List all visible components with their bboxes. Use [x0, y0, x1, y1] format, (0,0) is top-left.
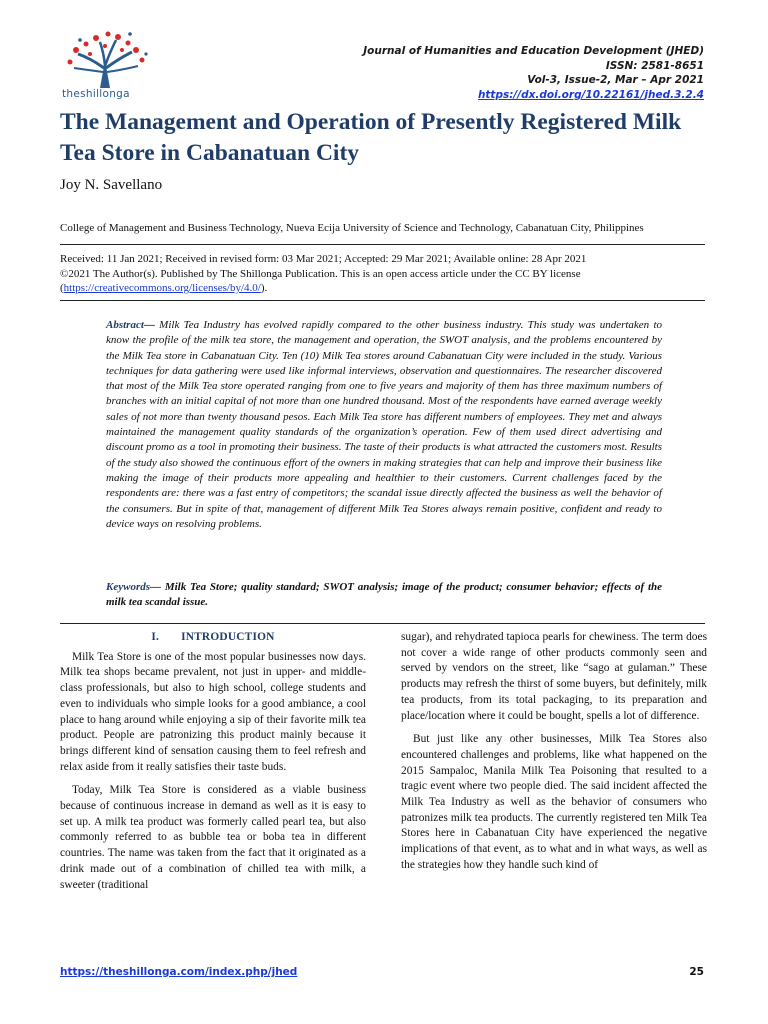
tree-logo-icon	[60, 28, 152, 90]
license-link[interactable]: https://creativecommons.org/licenses/by/4.0/	[63, 282, 261, 294]
section-title: INTRODUCTION	[181, 631, 275, 643]
divider-body	[60, 623, 705, 624]
footer-journal-link[interactable]: https://theshillonga.com/index.php/jhed	[60, 966, 298, 978]
section-heading	[60, 630, 366, 646]
body-column-right	[401, 630, 707, 882]
license-paren-close: ).	[260, 282, 268, 294]
journal-header	[363, 44, 704, 102]
license-line	[60, 281, 705, 296]
paragraph: sugar), and rehydrated tapioca pearls for chewiness. The term does not cover a wide range of other products commonly seen and served by vendors on the street, like “sago at gulaman.” These products may refresh the thirst of some buyers, but definitely, milk tea products, from its total packaging, to its preparation and place/location where it could be bought, spells a lot of difference.	[401, 631, 707, 722]
divider-middle	[60, 300, 705, 301]
author-affiliation: College of Management and Business Technology, Nueva Ecija University of Science and Technology, Cabanatuan City, Philippines	[60, 222, 644, 234]
abstract-label: Abstract	[106, 319, 144, 331]
keywords-label: Keywords	[106, 581, 150, 593]
keywords-dash: —	[150, 581, 161, 593]
doi-link[interactable]: https://dx.doi.org/10.22161/jhed.3.2.4	[477, 88, 704, 101]
divider-top	[60, 244, 705, 245]
paper-author: Joy N. Savellano	[60, 177, 163, 193]
paragraph: Milk Tea Store is one of the most popular businesses now days. Milk tea shops became prevalent, not just in upper- and middle-class professionals, but also to high school, college students and even to individuals who simple looks for a good ambiance, a cool place to hang around while enjoying a sip of their favorite milk tea product. People are patronizing this product mainly because it brings different kind of sensation causing them to feel refresh and relax aside from it really satisfies their taste buds.	[60, 650, 366, 773]
publication-info	[60, 252, 705, 296]
journal-name: Journal of Humanities and Education Development (JHED)	[363, 45, 704, 57]
journal-issn: ISSN: 2581-8651	[605, 59, 704, 72]
keywords-text: Milk Tea Store; quality standard; SWOT analysis; image of the product; consumer behavior; effects of the milk tea scandal issue.	[106, 581, 662, 609]
keywords	[106, 580, 662, 611]
license-text: ©2021 The Author(s). Published by The Shillonga Publication. This is an open access article under the CC BY license	[60, 267, 581, 280]
abstract-dash: —	[143, 319, 155, 331]
journal-volume: Vol-3, Issue-2, Mar – Apr 2021	[527, 74, 704, 86]
paragraph: Today, Milk Tea Store is considered as a viable business because of continuous increase in demand as well as it is easy to set up. A milk tea product was formerly called pearl tea, but also commonly referred to as bubble tea or boba tea in different countries. The name was taken from the fact that it originated as a drink made out of a combination of chilled tea with milk, a sweeter (traditional	[60, 784, 366, 891]
publisher-logo-text: theshillonga	[62, 88, 130, 100]
abstract-text: Milk Tea Industry has evolved rapidly compared to the other business industry. This study was undertaken to know the profile of the milk tea store, the management and operation, the SWOT analysis, and the problems encountered by the Milk Tea store in Cabanatuan City. Ten (10) Milk Tea stores around Cabanatuan City were included in the study. Various techniques for data gathering were used like informal interviews, observation and questionnaires. The researcher discovered that most of the Milk Tea store operated ranging from one to five years and majority of them has three maximum numbers of branches with an initial capital of not more than one hundred thousand. Most of the respondents have earned average weekly sales of not more than twenty thousand pesos. Each Milk Tea store has different numbers of employees. They met and always maintained the management quality standards of the organization’s operation. Few of them used direct advertising and discount promo as a tool in promoting their business. The taste of their products is what attracted the customers most. Results of the study also showed the continuous effort of the owners in making strategies that can help and improve their business like making the image of their products more appealing and healthier to their customers. Current challenges faced by the respondents are: there was a fast entry of competitors; the scandal issue directly affected the business as well the behavior of the consumers. But in spite of that, management of different Milk Tea Stores always remain positive, confident and ready to device ways on resolving problems.	[106, 319, 662, 530]
abstract	[106, 318, 662, 532]
body-column-left	[60, 630, 366, 901]
section-number: I.	[151, 631, 160, 643]
page-number: 25	[689, 966, 704, 978]
publication-dates: Received: 11 Jan 2021; Received in revised form: 03 Mar 2021; Accepted: 29 Mar 2021; Available online: 28 Apr 2021	[60, 253, 587, 265]
paragraph: But just like any other businesses, Milk Tea Stores also encountered challenges and problems, like what happened on the 2015 Sampaloc, Manila Milk Tea Poisoning that resulted to a tragic event where two people died. The said incident affected the Milk Tea Industry as well as the behavior of consumers who patronizes milk tea products. The currently registered ten Milk Tea Stores here in Cabanatuan City have experienced the negative implications of that event, as to what and in what ways, as well as the strategies how they handle such kind of	[401, 733, 707, 871]
paper-title: The Management and Operation of Presently Registered Milk Tea Store in Cabanatuan City	[60, 109, 682, 166]
license-paren-open: (	[60, 282, 64, 294]
